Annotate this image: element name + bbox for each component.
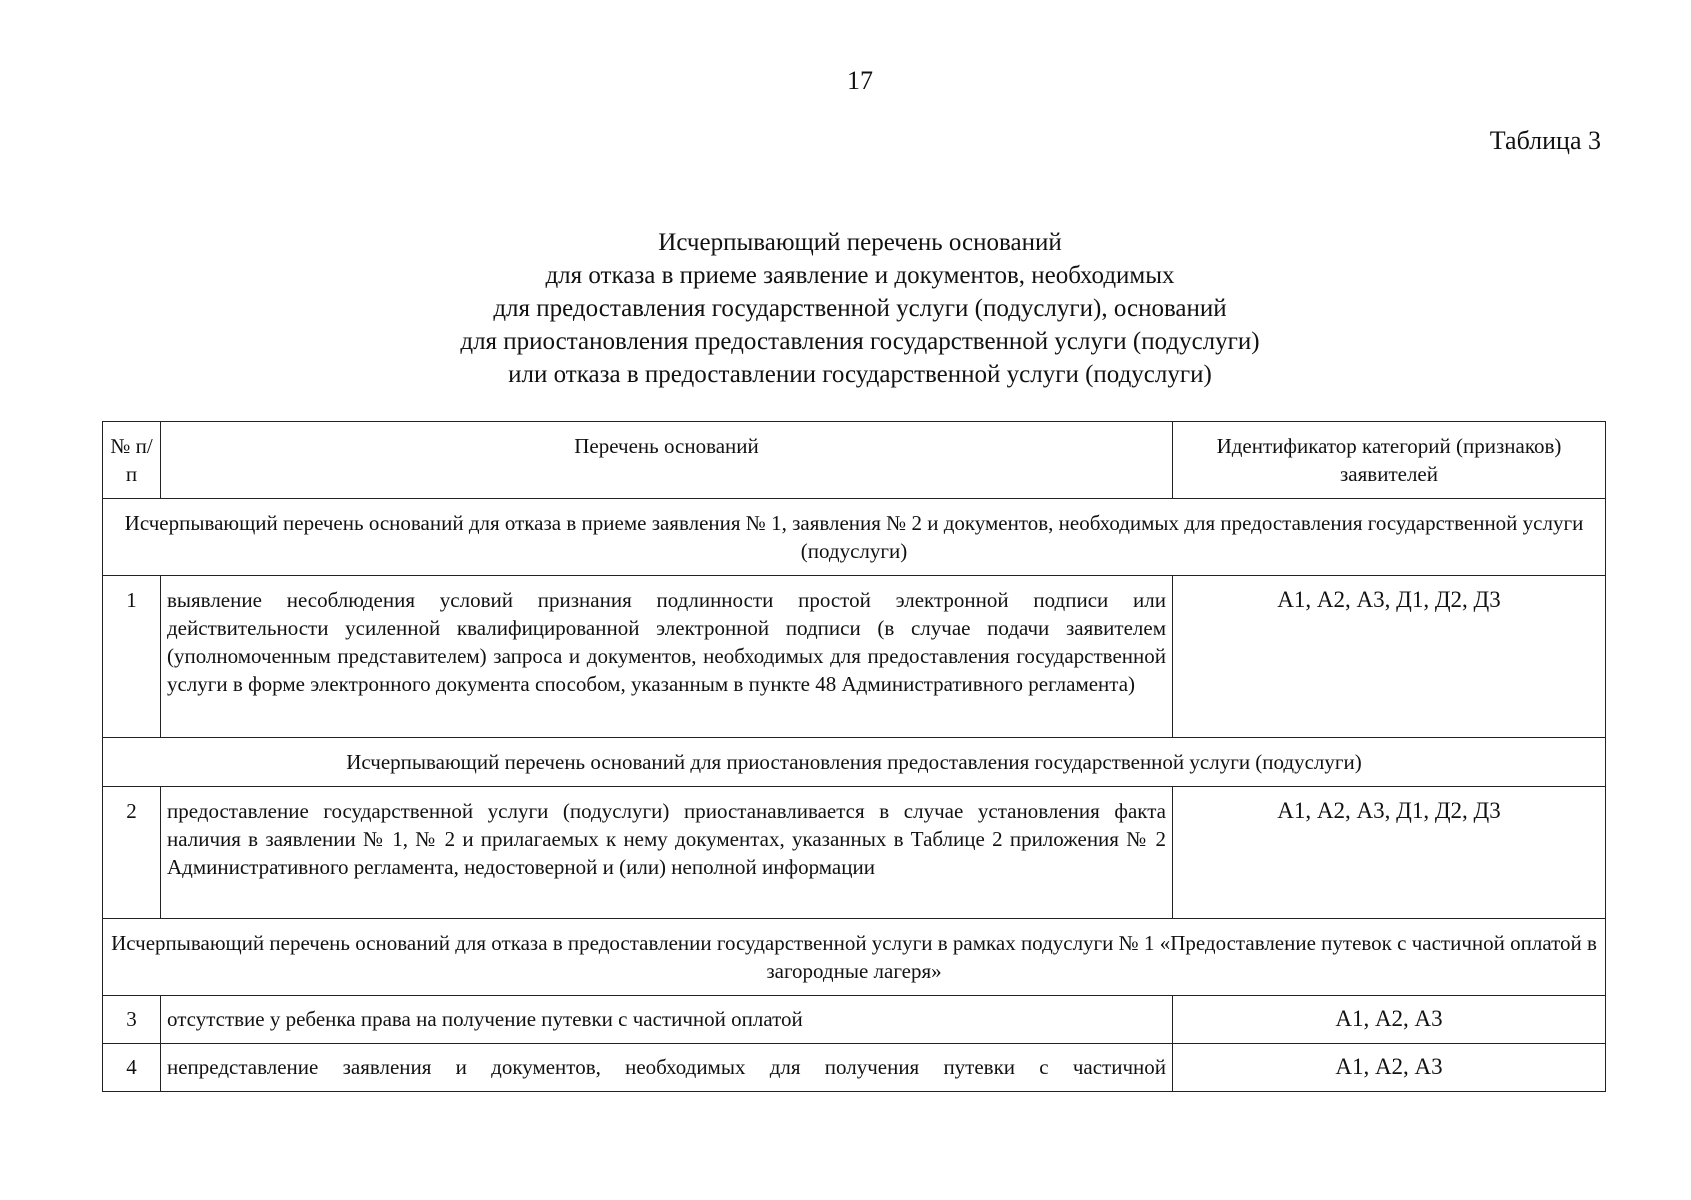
row-number: 4 (103, 1044, 161, 1092)
row-number: 3 (103, 996, 161, 1044)
row-number: 2 (103, 787, 161, 919)
header-grounds: Перечень оснований (161, 422, 1173, 499)
section-row (103, 919, 1606, 996)
table-label: Таблица 3 (1489, 126, 1601, 155)
section-heading: Исчерпывающий перечень оснований для приостановления предоставления государственной услуги (подуслуги) (103, 738, 1606, 787)
table-header-row (103, 422, 1606, 499)
section-row (103, 738, 1606, 787)
row-grounds-text: непредставление заявления и документов, необходимых для получения путевки с частичной (161, 1044, 1173, 1092)
row-identifiers: А1, А2, А3, Д1, Д2, Д3 (1173, 787, 1606, 919)
title-line: для приостановления предоставления государственной услуги (подуслуги) (460, 328, 1260, 355)
table-row (103, 1044, 1606, 1092)
row-identifiers: А1, А2, А3 (1173, 996, 1606, 1044)
row-number: 1 (103, 576, 161, 738)
row-grounds-text: выявление несоблюдения условий признания подлинности простой электронной подписи или действительности усиленной квалифицированной электронной подписи (в случае подачи заявителем (уполномоченным представителем) запроса и документов, необходимых для предоставления государственной услуги в форме электронного документа способом, указанным в пункте 48 Административного регламента) (161, 576, 1173, 738)
row-grounds-text: предоставление государственной услуги (подуслуги) приостанавливается в случае установления факта наличия в заявлении № 1, № 2 и прилагаемых к нему документах, указанных в Таблице 2 приложения № 2 Административного регламента, недостоверной и (или) неполной информации (161, 787, 1173, 919)
section-row (103, 499, 1606, 576)
title-line: Исчерпывающий перечень оснований (658, 229, 1062, 256)
table-row (103, 787, 1606, 919)
table-row (103, 996, 1606, 1044)
document-title (0, 226, 1691, 391)
header-identifier: Идентификатор категорий (признаков) заявителей (1173, 422, 1606, 499)
row-identifiers: А1, А2, А3, Д1, Д2, Д3 (1173, 576, 1606, 738)
section-heading: Исчерпывающий перечень оснований для отказа в предоставлении государственной услуги в рамках подуслуги № 1 «Предоставление путевок с частичной оплатой в загородные лагеря» (103, 919, 1606, 996)
section-heading: Исчерпывающий перечень оснований для отказа в приеме заявления № 1, заявления № 2 и документов, необходимых для предоставления государственной услуги (подуслуги) (103, 499, 1606, 576)
header-num: № п/п (103, 422, 161, 499)
title-line: для предоставления государственной услуги (подуслуги), оснований (493, 295, 1227, 322)
title-line: для отказа в приеме заявление и документов, необходимых (545, 262, 1175, 289)
row-identifiers: А1, А2, А3 (1173, 1044, 1606, 1092)
table-row (103, 576, 1606, 738)
page-number: 17 (847, 66, 873, 95)
title-line: или отказа в предоставлении государственной услуги (подуслуги) (508, 361, 1212, 388)
row-grounds-text: отсутствие у ребенка права на получение путевки с частичной оплатой (161, 996, 1173, 1044)
grounds-table (102, 421, 1606, 1092)
